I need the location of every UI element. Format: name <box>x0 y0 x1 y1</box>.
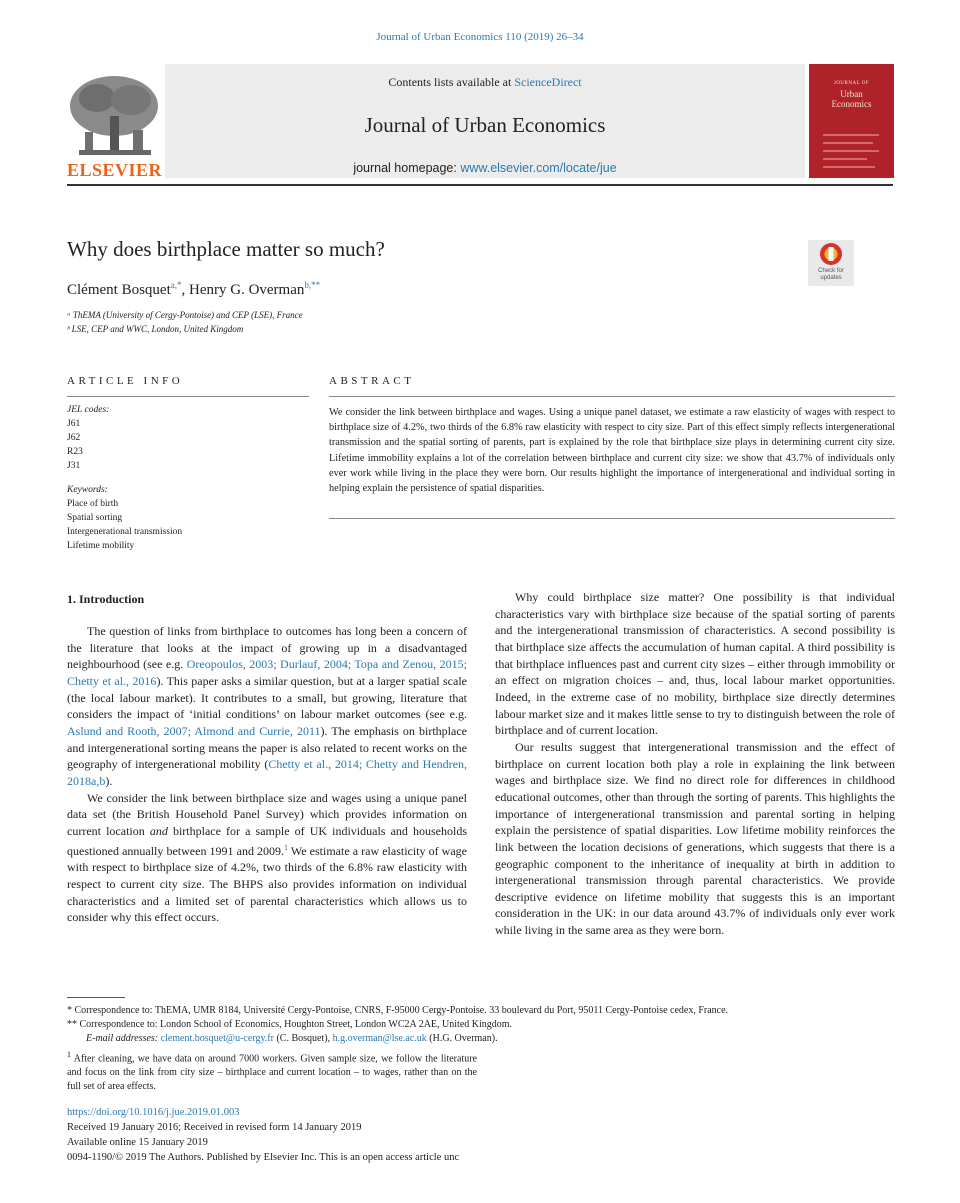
homepage-link[interactable]: www.elsevier.com/locate/jue <box>460 161 617 175</box>
affiliation-a: ᵃ ThEMA (University of Cergy-Pontoise) and CEP (LSE), France <box>67 310 303 320</box>
jel-code: J31 <box>67 461 81 471</box>
article-info-rule <box>67 396 309 397</box>
article-title: Why does birthplace matter so much? <box>67 237 385 261</box>
masthead-rule <box>67 184 893 186</box>
keyword: Lifetime mobility <box>67 541 135 551</box>
left-column <box>67 623 467 926</box>
citation-link[interactable]: Oreopoulos, 2003; Durlauf, 2004; Topa and Zenou, 2015; Chetty et al., 2016 <box>67 657 467 688</box>
email-label: E-mail addresses: <box>86 1033 161 1044</box>
p1-text-a: The question of links from birthplace to outcomes has long been a concern of the literature that looks at the impact of growing up in a disadvantaged neighbourhood (see e.g. <box>67 624 467 672</box>
intro-paragraph-2 <box>67 790 467 926</box>
cover-title <box>809 79 894 109</box>
contents-prefix: Contents lists available at <box>388 75 515 89</box>
footnote-1-ref[interactable]: 1 <box>284 842 289 852</box>
jel-label: JEL codes: <box>67 405 110 415</box>
intro-paragraph-4: Our results suggest that intergenerational transmission and the effect of birthplace on current location both play a role in explaining the link between wages and birthplace size. We find no direct role for differences in childhood educational outcomes, other than through the sorting of parents. This highlights the importance of intergenerational transmission and parental sorting in helping explain the persistence of spatial disparities. Low lifetime mobility reinforces the link between the location decisions of generations, which suggests that there is a geographic component to the inheritance of inequality at birth in addition to intergenerational transmission through parental characteristics. We provide descriptive evidence on lifetime mobility that suggests this is an important consideration in the UK: in our data around 43.7% of individuals only ever work while living in the same area as they were born. <box>495 739 895 938</box>
running-head: Journal of Urban Economics 110 (2019) 26–34 <box>376 31 584 43</box>
publication-info <box>67 1105 459 1165</box>
doi-link[interactable]: https://doi.org/10.1016/j.jue.2019.01.003 <box>67 1107 240 1118</box>
author-bosquet-marks[interactable]: a,* <box>170 280 182 290</box>
p1-text-b: ). This paper asks a similar question, but at a larger spatial scale (the local labour market). It contributes to a small, but growing, literature that considers the impact of ‘initial conditions’ on labour market outcomes (see e.g. <box>67 673 467 722</box>
journal-name: Journal of Urban Economics <box>364 113 606 137</box>
cover-title-line-3: Economics <box>831 99 872 109</box>
p2-emphasis: and <box>149 823 168 838</box>
jel-code: R23 <box>67 447 83 457</box>
email-owner-1: (C. Bosquet), <box>273 1033 333 1044</box>
intro-paragraph-3: Why could birthplace size matter? One possibility is that individual characteristics vary with birthplace size because of the spatial sorting of parents and the intergenerational transmission of characteristics. A second possibility is that birthplace size affects the accumulation of human capital. A third possibility is that birthplace influences past and current city sizes – either through immobility or an effect on migration choices – and, thus, local labour market opportunities. Indeed, in the extreme case of no mobility, birthplace size directly determines labour market size and it makes little sense to try to distinguish between the role of birthplace and of current location. <box>495 590 895 738</box>
p2-text-b: birthplace for a sample of UK individuals and households questioned annually between 1991 and 2009. <box>67 823 467 858</box>
email-link-overman[interactable]: h.g.overman@lse.ac.uk <box>332 1033 427 1044</box>
footnote-1-text: After cleaning, we have data on around 7000 workers. Given sample size, we follow the literature and focus on the link from city size – birthplace and current location – to wages, rather than on the full set of area effects. <box>67 1053 477 1093</box>
section-heading-introduction: 1. Introduction <box>67 592 145 606</box>
author-overman[interactable]: Henry G. Overman <box>189 282 305 298</box>
check-for-updates-label: Check for updates <box>818 268 844 281</box>
keyword: Intergenerational transmission <box>67 527 183 537</box>
homepage-prefix: journal homepage: <box>353 161 461 175</box>
citation-link[interactable]: Aslund and Rooth, 2007; Almond and Currie, 2011 <box>67 723 321 738</box>
elsevier-wordmark: ELSEVIER <box>67 160 163 180</box>
text-fade-overlay <box>520 1150 610 1168</box>
abstract-text: We consider the link between birthplace and wages. Using a unique panel dataset, we estimate a raw elasticity of wages with respect to birthplace size of 4.2%, two thirds of the 6.8% raw elasticity with respect to city size. Part of this effect simply reflects intergenerational transmission and the spatial sorting of parents, part is explained by the role that birthplace size plays in determining current city size. Lifetime immobility explains a lot of the correlation between birthplace and current city size: we show that 43.7% of individuals only ever work while living in the place they were born. Our results highlight the importance of intergenerational and individual sorting in helping explain the persistence of spatial disparities. <box>329 407 895 495</box>
p1-text-c: ). The emphasis on birthplace and intergenerational sorting means the paper is also related to recent works on the geography of intergenerational mobility ( <box>67 723 467 772</box>
cover-title-line-1: JOURNAL OF <box>833 81 870 86</box>
homepage-line <box>165 161 805 175</box>
author-overman-marks[interactable]: b,** <box>304 280 321 290</box>
footnote-correspondence-1: * Correspondence to: ThEMA, UMR 8184, Université Cergy-Pontoise, CNRS, F-95000 Cergy-Pontoise. 33 boulevard du Port, 95011 Cergy-Pontoise cedex, France. <box>67 1005 729 1016</box>
keyword: Spatial sorting <box>67 513 123 523</box>
footnote-1 <box>67 1048 477 1094</box>
keyword: Place of birth <box>67 499 119 509</box>
affiliation-b: ᵇ LSE, CEP and WWC, London, United Kingdom <box>67 324 244 334</box>
abstract-heading: ABSTRACT <box>329 375 415 387</box>
p2-text-c: We estimate a raw elasticity of wage with respect to birthplace size of 4.2%, two thirds of the 6.8% raw elasticity with respect to current city size. The BHPS also provides information on individual characteristics and a limited set of parental characteristics which allows us to consider why this effect occurs. <box>67 843 468 925</box>
crossmark-icon <box>808 240 854 268</box>
citation-link[interactable]: Chetty et al., 2014; Chetty and Hendren, 2018a,b <box>67 757 467 788</box>
email-owner-2: (H.G. Overman). <box>426 1033 498 1044</box>
available-online-date: Available online 15 January 2019 <box>67 1137 208 1148</box>
abstract-rule-bottom <box>329 518 895 519</box>
email-link-bosquet[interactable]: clement.bosquet@u-cergy.fr <box>160 1033 274 1044</box>
p1-text-d: ). <box>105 773 113 788</box>
cover-title-line-2: Urban <box>840 89 863 99</box>
keywords-label: Keywords: <box>67 485 108 495</box>
intro-paragraph-1 <box>67 623 467 790</box>
contents-line <box>165 75 805 90</box>
author-list <box>67 280 320 299</box>
footnote-emails <box>67 1032 897 1046</box>
received-dates: Received 19 January 2016; Received in revised form 14 January 2019 <box>67 1122 362 1133</box>
jel-code: J61 <box>67 419 81 429</box>
article-info-heading: ARTICLE INFO <box>67 375 184 387</box>
footnote-1-mark: 1 <box>67 1050 71 1059</box>
author-separator: , <box>181 282 189 298</box>
p2-text-a: We consider the link between birthplace size and wages using a unique panel data set (the British Household Panel Survey) which provides information on current location <box>67 790 467 838</box>
footnote-correspondence-2: ** Correspondence to: London School of Economics, Houghton Street, London WC2A 2AE, United Kingdom. <box>67 1019 513 1030</box>
sciencedirect-link[interactable]: ScienceDirect <box>514 75 582 89</box>
footnote-rule <box>67 997 125 998</box>
abstract-rule-top <box>329 396 895 397</box>
author-bosquet[interactable]: Clément Bosquet <box>67 282 171 298</box>
copyright-line: 0094-1190/© 2019 The Authors. Published by Elsevier Inc. This is an open access article unc <box>67 1152 460 1163</box>
jel-code: J62 <box>67 433 81 443</box>
right-column <box>495 589 895 939</box>
